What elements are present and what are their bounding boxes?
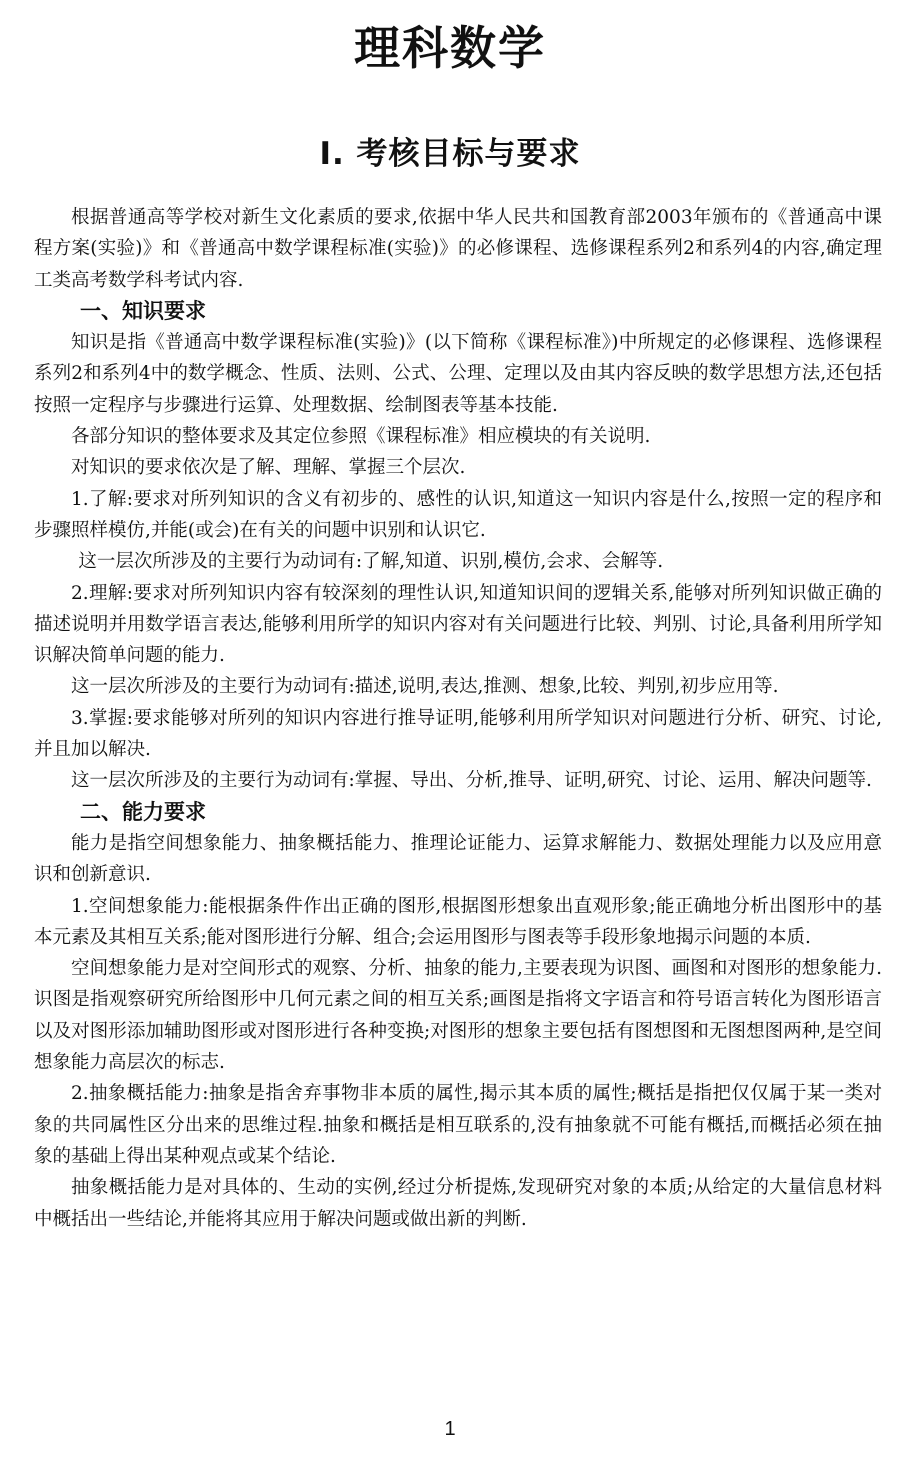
paragraph: 2.抽象概括能力:抽象是指舍弃事物非本质的属性,揭示其本质的属性;概括是指把仅仅属于某一类对象的共同属性区分出来的思维过程.抽象和概括是相互联系的,没有抽象就不可能有概括,而概括必须在抽象的基础上得出某种观点或某个结论. xyxy=(34,1083,882,1167)
paragraph: 各部分知识的整体要求及其定位参照《课程标准》相应模块的有关说明. xyxy=(71,426,651,448)
section-title: Ⅰ. 考核目标与要求 xyxy=(319,136,581,172)
paragraph: 这一层次所涉及的主要行为动词有:了解,知道、识别,模仿,会求、会解等. xyxy=(78,551,664,573)
paragraph: 对知识的要求依次是了解、理解、掌握三个层次. xyxy=(71,457,466,479)
intro-paragraph: 根据普通高等学校对新生文化素质的要求,依据中华人民共和国教育部2003年颁布的《普通高中课程方案(实验)》和《普通高中数学课程标准(实验)》的必修课程、选修课程系列2和系列4的内容,确定理工类高考数学科考试内容. xyxy=(34,207,882,291)
knowledge-heading: 一、知识要求 xyxy=(80,298,206,323)
paragraph: 空间想象能力是对空间形式的观察、分析、抽象的能力,主要表现为识图、画图和对图形的想象能力.识图是指观察研究所给图形中几何元素之间的相互关系;画图是指将文字语言和符号语言转化为图形语言以及对图形添加辅助图形或对图形进行各种变换;对图形的想象主要包括有图想图和无图想图两种,是空间想象能力高层次的标志. xyxy=(34,958,882,1074)
ability-heading: 二、能力要求 xyxy=(80,799,206,824)
paragraph: 这一层次所涉及的主要行为动词有:描述,说明,表达,推测、想象,比较、判别,初步应用等. xyxy=(71,676,779,698)
page-number: 1 xyxy=(444,1418,456,1440)
document-title: 理科数学 xyxy=(354,21,546,75)
paragraph: 抽象概括能力是对具体的、生动的实例,经过分析提炼,发现研究对象的本质;从给定的大量信息材料中概括出一些结论,并能将其应用于解决问题或做出新的判断. xyxy=(34,1177,882,1230)
paragraph: 2.理解:要求对所列知识内容有较深刻的理性认识,知道知识间的逻辑关系,能够对所列知识做正确的描述说明并用数学语言表达,能够利用所学的知识内容对有关问题进行比较、判别、讨论,具备利用所学知识解决简单问题的能力. xyxy=(34,582,882,667)
paragraph: 知识是指《普通高中数学课程标准(实验)》(以下简称《课程标准》)中所规定的必修课程、选修课程系列2和系列4中的数学概念、性质、法则、公式、公理、定理以及由其内容反映的数学思想方法,还包括按照一定程序与步骤进行运算、处理数据、绘制图表等基本技能. xyxy=(34,332,882,416)
paragraph: 这一层次所涉及的主要行为动词有:掌握、导出、分析,推导、证明,研究、讨论、运用、解决问题等. xyxy=(71,770,872,792)
paragraph: 1.了解:要求对所列知识的含义有初步的、感性的认识,知道这一知识内容是什么,按照一定的程序和步骤照样模仿,并能(或会)在有关的问题中识别和认识它. xyxy=(34,488,882,541)
paragraph: 能力是指空间想象能力、抽象概括能力、推理论证能力、运算求解能力、数据处理能力以及应用意识和创新意识. xyxy=(34,832,882,886)
paragraph: 3.掌握:要求能够对所列的知识内容进行推导证明,能够利用所学知识对问题进行分析、研究、讨论,并且加以解决. xyxy=(34,707,882,761)
paragraph: 1.空间想象能力:能根据条件作出正确的图形,根据图形想象出直观形象;能正确地分析出图形中的基本元素及其相互关系;能对图形进行分解、组合;会运用图形与图表等手段形象地揭示问题的本质. xyxy=(34,895,882,948)
document-body xyxy=(34,202,882,1235)
